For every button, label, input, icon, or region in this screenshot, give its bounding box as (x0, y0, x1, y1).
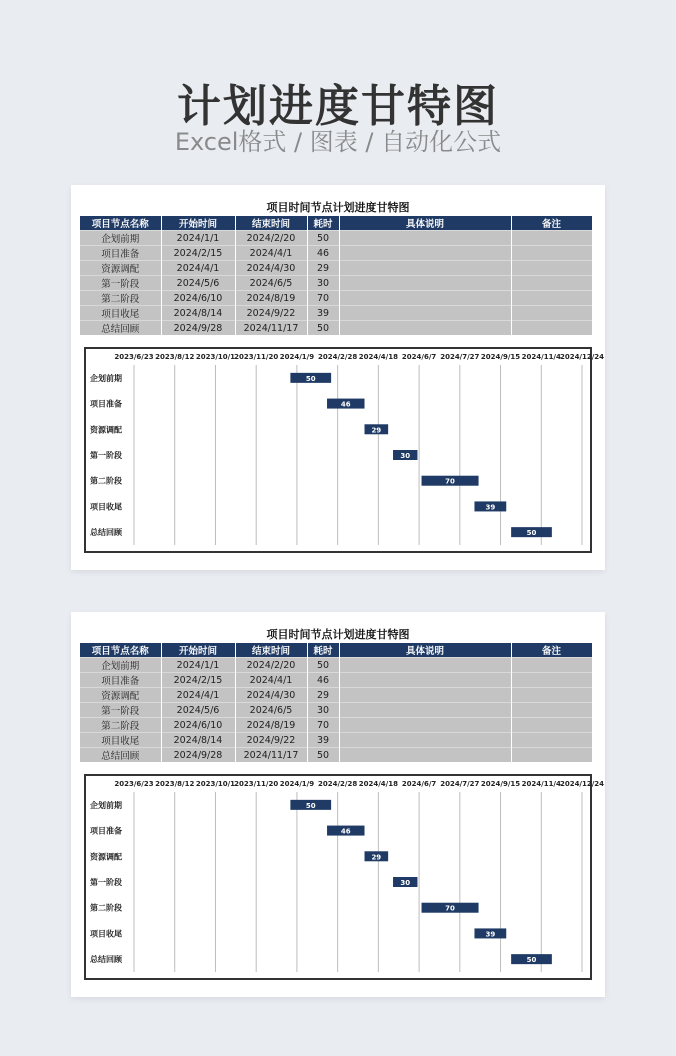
category-label: 总结回顾 (90, 528, 122, 538)
table-cell-start[interactable]: 2024/4/1 (161, 261, 235, 276)
category-label: 资源调配 (90, 852, 122, 862)
preview-card-1 (71, 185, 605, 570)
table-body (80, 658, 592, 763)
table-cell-days[interactable]: 50 (307, 321, 339, 336)
table-cell-note[interactable] (511, 673, 592, 688)
x-tick-label: 2024/1/9 (279, 780, 315, 788)
column-header: 项目节点名称 (80, 643, 161, 658)
category-label: 项目准备 (90, 826, 122, 836)
x-tick-label: 2024/2/28 (318, 353, 358, 361)
table-cell-note[interactable] (511, 231, 592, 246)
table-cell-note[interactable] (511, 321, 592, 336)
bar-value-label: 30 (400, 879, 411, 887)
bar-value-label: 50 (305, 801, 316, 810)
column-header: 开始时间 (161, 216, 235, 231)
table-row (80, 261, 592, 276)
bar-value-label: 29 (371, 853, 382, 862)
page-title: 计划进度甘特图 (177, 81, 499, 132)
table-row (80, 306, 592, 321)
category-label: 企划前期 (90, 373, 122, 383)
table-cell-desc[interactable] (339, 231, 511, 246)
x-tick-label: 2023/6/23 (114, 353, 154, 361)
x-tick-label: 2024/12/24 (559, 780, 605, 788)
table-cell-note[interactable] (511, 291, 592, 306)
sheet-title: 项目时间节点计划进度甘特图 (266, 628, 410, 641)
table-cell-start[interactable]: 2024/4/1 (161, 688, 235, 703)
x-tick-label: 2024/9/15 (480, 780, 521, 788)
table-cell-note[interactable] (511, 688, 592, 703)
table-cell-start[interactable]: 2024/1/1 (161, 231, 235, 246)
table-cell-start[interactable]: 2024/6/10 (161, 718, 235, 733)
gantt-chart (84, 774, 605, 980)
table-cell-desc[interactable] (339, 321, 511, 336)
table-header-row (80, 216, 592, 231)
table-cell-end[interactable]: 2024/6/5 (235, 703, 307, 718)
table-cell-desc[interactable] (339, 261, 511, 276)
column-header: 项目节点名称 (80, 216, 161, 231)
table-cell-start[interactable]: 2024/5/6 (161, 276, 235, 291)
table-cell-days[interactable]: 30 (307, 276, 339, 291)
x-tick-label: 2023/6/23 (114, 780, 154, 788)
table-cell-end[interactable]: 2024/9/22 (235, 306, 307, 321)
column-header: 备注 (511, 643, 592, 658)
column-header: 耗时 (307, 216, 339, 231)
table-cell-desc[interactable] (339, 733, 511, 748)
table-cell-name[interactable]: 项目准备 (80, 673, 161, 688)
x-tick-label: 2024/11/4 (521, 353, 561, 361)
table-cell-days[interactable]: 50 (307, 231, 339, 246)
category-label: 总结回顾 (90, 955, 122, 965)
x-tick-label: 2024/11/4 (521, 780, 561, 788)
gantt-chart (84, 347, 605, 553)
category-label: 项目准备 (90, 399, 122, 409)
table-cell-note[interactable] (511, 703, 592, 718)
table-cell-desc[interactable] (339, 658, 511, 673)
table-cell-name[interactable]: 项目收尾 (80, 733, 161, 748)
table-cell-name[interactable]: 总结回顾 (80, 321, 161, 336)
table-cell-desc[interactable] (339, 246, 511, 261)
category-label: 第二阶段 (90, 476, 122, 486)
table-cell-note[interactable] (511, 246, 592, 261)
table-cell-days[interactable]: 29 (307, 261, 339, 276)
bar-value-label: 46 (340, 400, 351, 409)
bar-value-label: 46 (340, 827, 351, 836)
table-cell-end[interactable]: 2024/6/5 (235, 276, 307, 291)
table-cell-desc[interactable] (339, 703, 511, 718)
table-cell-end[interactable]: 2024/8/19 (235, 718, 307, 733)
x-tick-label: 2023/8/12 (155, 780, 195, 788)
table-row (80, 276, 592, 291)
category-label: 资源调配 (90, 425, 122, 435)
bar-value-label: 39 (485, 503, 496, 512)
table-row (80, 673, 592, 688)
x-tick-label: 2024/4/18 (358, 780, 398, 788)
table-cell-name[interactable]: 企划前期 (80, 658, 161, 673)
table-cell-end[interactable]: 2024/4/30 (235, 261, 307, 276)
x-tick-label: 2024/6/7 (401, 353, 437, 361)
bar-value-label: 30 (400, 452, 411, 460)
table-cell-note[interactable] (511, 276, 592, 291)
table-cell-start[interactable]: 2024/6/10 (161, 291, 235, 306)
gantt-svg (86, 349, 605, 551)
bar-value-label: 50 (305, 374, 316, 383)
table-cell-name[interactable]: 项目准备 (80, 246, 161, 261)
table-cell-days[interactable]: 46 (307, 673, 339, 688)
column-header: 具体说明 (339, 216, 511, 231)
table-cell-end[interactable]: 2024/4/1 (235, 673, 307, 688)
bar-value-label: 50 (526, 956, 537, 965)
table-cell-note[interactable] (511, 718, 592, 733)
table-cell-days[interactable]: 39 (307, 306, 339, 321)
category-label: 第二阶段 (90, 903, 122, 913)
x-tick-label: 2024/4/18 (358, 353, 398, 361)
table-cell-desc[interactable] (339, 276, 511, 291)
x-tick-label: 2024/6/7 (401, 780, 437, 788)
table-cell-start[interactable]: 2024/8/14 (161, 306, 235, 321)
table-cell-end[interactable]: 2024/4/30 (235, 688, 307, 703)
table-cell-name[interactable]: 资源调配 (80, 261, 161, 276)
table-cell-desc[interactable] (339, 718, 511, 733)
table-cell-days[interactable]: 50 (307, 748, 339, 763)
table-cell-end[interactable]: 2024/11/17 (235, 748, 307, 763)
table-cell-name[interactable]: 项目收尾 (80, 306, 161, 321)
table-cell-end[interactable]: 2024/11/17 (235, 321, 307, 336)
table-cell-start[interactable]: 2024/2/15 (161, 673, 235, 688)
table-cell-start[interactable]: 2024/9/28 (161, 321, 235, 336)
x-tick-label: 2023/11/20 (234, 353, 279, 361)
column-header: 结束时间 (235, 643, 307, 658)
table-cell-desc[interactable] (339, 306, 511, 321)
table-cell-start[interactable]: 2024/8/14 (161, 733, 235, 748)
column-header: 结束时间 (235, 216, 307, 231)
page-subtitle: Excel格式 / 图表 / 自动化公式 (174, 128, 502, 156)
table-cell-name[interactable]: 资源调配 (80, 688, 161, 703)
table-body (80, 231, 592, 336)
table-cell-desc[interactable] (339, 673, 511, 688)
table-cell-name[interactable]: 第一阶段 (80, 276, 161, 291)
table-cell-desc[interactable] (339, 291, 511, 306)
table-row (80, 733, 592, 748)
x-tick-label: 2024/2/28 (318, 780, 358, 788)
table-row (80, 291, 592, 306)
column-header: 开始时间 (161, 643, 235, 658)
table-row (80, 231, 592, 246)
bar-value-label: 70 (445, 477, 455, 486)
table-cell-end[interactable]: 2024/8/19 (235, 291, 307, 306)
table-cell-name[interactable]: 第二阶段 (80, 291, 161, 306)
table-cell-end[interactable]: 2024/9/22 (235, 733, 307, 748)
bar-value-label: 50 (526, 529, 537, 538)
column-header: 具体说明 (339, 643, 511, 658)
table-cell-end[interactable]: 2024/4/1 (235, 246, 307, 261)
column-header: 耗时 (307, 643, 339, 658)
category-label: 项目收尾 (90, 929, 122, 939)
table-cell-name[interactable]: 第一阶段 (80, 703, 161, 718)
table-cell-desc[interactable] (339, 748, 511, 763)
table-header-row (80, 643, 592, 658)
table-row (80, 321, 592, 336)
project-table (80, 643, 593, 762)
category-label: 第一阶段 (90, 451, 122, 460)
table-cell-note[interactable] (511, 733, 592, 748)
table-row (80, 748, 592, 763)
table-cell-days[interactable]: 50 (307, 658, 339, 673)
table-cell-start[interactable]: 2024/1/1 (161, 658, 235, 673)
category-label: 项目收尾 (90, 502, 122, 512)
category-label: 企划前期 (90, 800, 122, 810)
gantt-svg (86, 776, 605, 978)
preview-card-2 (71, 612, 605, 997)
project-table (80, 216, 593, 335)
sheet-title: 项目时间节点计划进度甘特图 (266, 201, 410, 214)
table-cell-end[interactable]: 2024/2/20 (235, 231, 307, 246)
table-cell-note[interactable] (511, 306, 592, 321)
table-cell-note[interactable] (511, 658, 592, 673)
x-tick-label: 2023/11/20 (234, 780, 279, 788)
x-tick-label: 2023/10/1 (195, 780, 236, 788)
table-row (80, 703, 592, 718)
table-cell-days[interactable]: 70 (307, 718, 339, 733)
x-tick-label: 2024/7/27 (440, 353, 480, 361)
table-row (80, 658, 592, 673)
table-cell-end[interactable]: 2024/2/20 (235, 658, 307, 673)
table-row (80, 688, 592, 703)
x-tick-label: 2024/12/24 (559, 353, 605, 361)
table-cell-start[interactable]: 2024/9/28 (161, 748, 235, 763)
x-tick-label: 2023/8/12 (155, 353, 195, 361)
table-cell-days[interactable]: 29 (307, 688, 339, 703)
bar-value-label: 29 (371, 426, 382, 435)
column-header: 备注 (511, 216, 592, 231)
table-row (80, 718, 592, 733)
table-cell-note[interactable] (511, 261, 592, 276)
table-cell-name[interactable]: 第二阶段 (80, 718, 161, 733)
table-cell-name[interactable]: 企划前期 (80, 231, 161, 246)
table-cell-days[interactable]: 70 (307, 291, 339, 306)
x-tick-label: 2024/7/27 (440, 780, 480, 788)
category-label: 第一阶段 (90, 878, 122, 887)
table-cell-start[interactable]: 2024/2/15 (161, 246, 235, 261)
x-tick-label: 2023/10/1 (195, 353, 236, 361)
table-row (80, 246, 592, 261)
table-cell-days[interactable]: 30 (307, 703, 339, 718)
bar-value-label: 39 (485, 930, 496, 939)
table-cell-name[interactable]: 总结回顾 (80, 748, 161, 763)
table-cell-note[interactable] (511, 748, 592, 763)
x-tick-label: 2024/9/15 (480, 353, 521, 361)
table-cell-days[interactable]: 39 (307, 733, 339, 748)
table-cell-start[interactable]: 2024/5/6 (161, 703, 235, 718)
table-cell-days[interactable]: 46 (307, 246, 339, 261)
table-cell-desc[interactable] (339, 688, 511, 703)
bar-value-label: 70 (445, 904, 455, 913)
x-tick-label: 2024/1/9 (279, 353, 315, 361)
